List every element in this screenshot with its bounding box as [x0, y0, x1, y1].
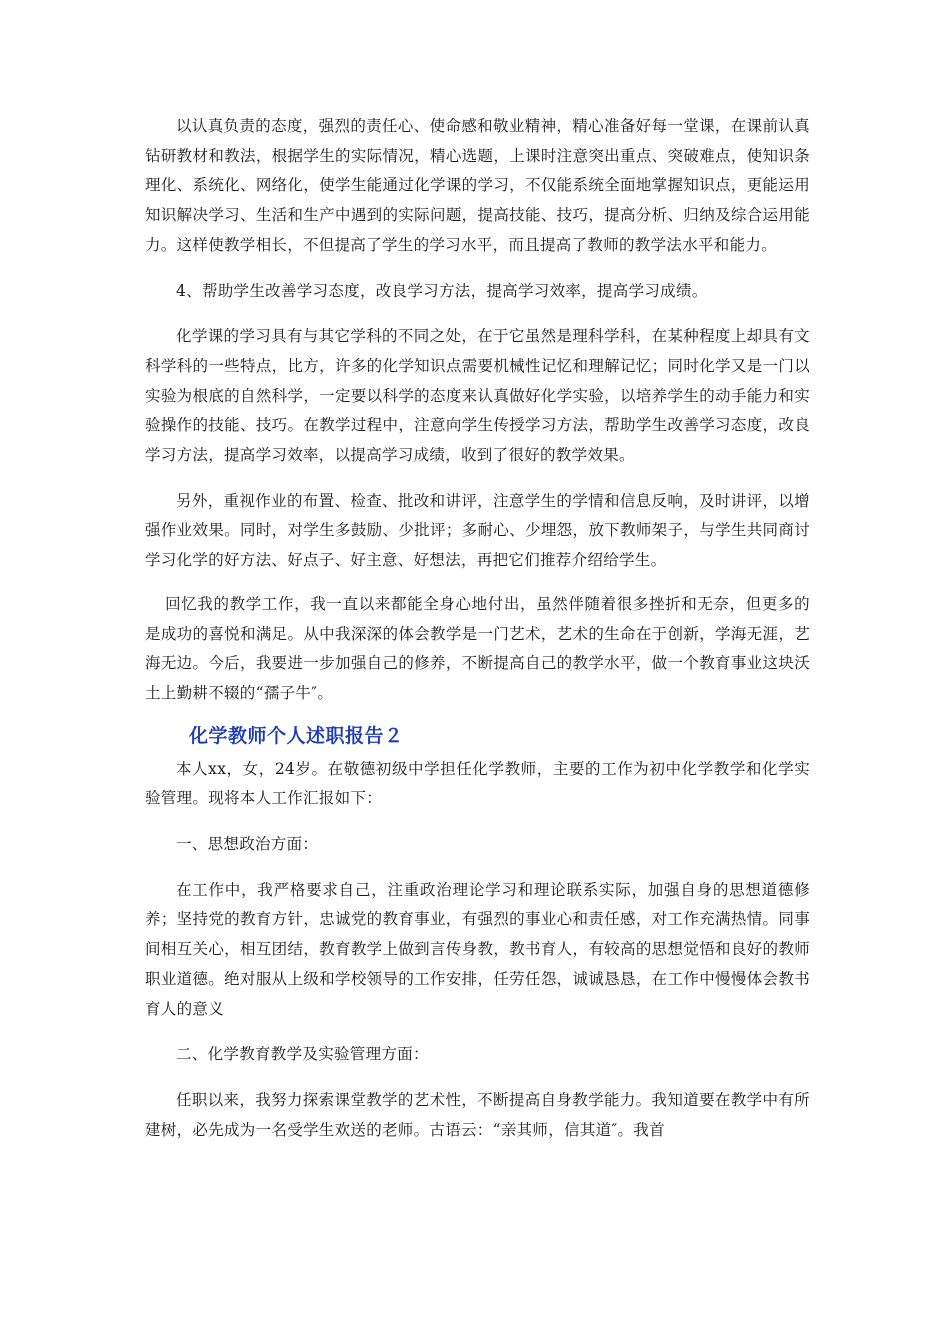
- paragraph-introduction: 本人xx，女，24岁。在敬德初级中学担任化学教师，主要的工作为初中化学教学和化学实验管理。现将本人工作汇报如下：: [145, 759, 810, 808]
- paragraph-chemistry-learning: 化学课的学习具有与其它学科的不同之处，在于它虽然是理科学科，在某种程度上却具有文科学科的一些特点，比方，许多的化学知识点需要机械性记忆和理解记忆；同时化学又是一门以实验为根底的自然科学，一定要以科学的态度来认真做好化学实验，以培养学生的动手能力和实验操作的技能、技巧。在教学过程中，注意向学生传授学习方法，帮助学生改善学习态度，改良学习方法，提高学习效率，以提高学习成绩，收到了很好的教学效果。: [145, 327, 810, 465]
- paragraph-teaching-attitude: 以认真负责的态度，强烈的责任心、使命感和敬业精神，精心准备好每一堂课，在课前认真钻研教材和教法，根据学生的实际情况，精心选题，上课时注意突出重点、突破难点，使知识条理化、系统化、网络化，使学生能通过化学课的学习，不仅能系统全面地掌握知识点，更能运用知识解决学习、生活和生产中遇到的实际问题，提高技能、技巧，提高分析、归纳及综合运用能力。这样使教学相长，不但提高了学生的学习水平，而且提高了教师的教学法水平和能力。: [145, 117, 810, 254]
- paragraph-teaching-lab: 任职以来，我努力探索课堂教学的艺术性，不断提高自身教学能力。我知道要在教学中有所建树，必先成为一名受学生欢送的老师。古语云：“亲其师，信其道″。我首: [145, 1090, 810, 1139]
- paragraph-point-4: 4、帮助学生改善学习态度，改良学习方法，提高学习效率，提高学习成绩。: [176, 281, 708, 300]
- section-heading: 化学教师个人述职报告２: [189, 724, 404, 747]
- paragraph-political: 在工作中，我严格要求自己，注重政治理论学习和理论联系实际，加强自身的思想道德修养；坚持党的教育方针，忠诚党的教育事业，有强烈的事业心和责任感，对工作充满热情。同事间相互关心，相互团结，教育教学上做到言传身教，教书育人，有较高的思想觉悟和良好的教师职业道德。绝对服从上级和学校领导的工作安排，任劳任怨，诚诚恳恳，在工作中慢慢体会教书育人的意义: [145, 880, 810, 1018]
- paragraph-homework: 另外，重视作业的布置、检查、批改和讲评，注意学生的学情和信息反响，及时讲评，以增强作业效果。同时，对学生多鼓励、少批评；多耐心、少埋怨，放下教师架子，与学生共同商讨学习化学的好方法、好点子、好主意、好想法，再把它们推荐介绍给学生。: [145, 491, 810, 570]
- subheading-political: 一、思想政治方面：: [176, 835, 319, 854]
- document-page: [145, 112, 810, 1145]
- paragraph-reflection: 回忆我的教学工作，我一直以来都能全身心地付出，虽然伴随着很多挫折和无奈，但更多的是成功的喜悦和满足。从中我深深的体会教学是一门艺术，艺术的生命在于创新，学海无涯，艺海无边。今后，我要进一步加强自己的修养，不断提高自己的教学水平，做一个教育事业这块沃土上勤耕不辍的“孺子牛″。: [145, 594, 810, 702]
- subheading-teaching-lab: 二、化学教育教学及实验管理方面：: [176, 1045, 429, 1064]
